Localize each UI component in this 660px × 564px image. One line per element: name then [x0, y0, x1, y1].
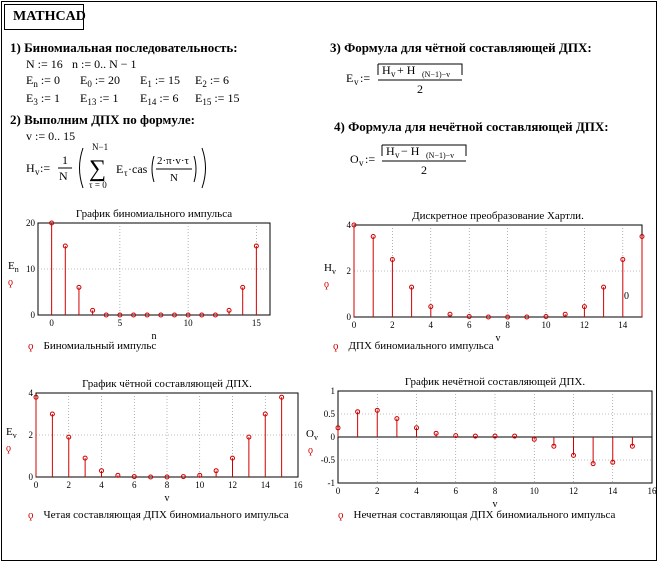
section4-heading[interactable]: 4) Формула для нечётной составляющей ДПХ:	[334, 119, 609, 134]
stem-marker-icon: ϙ	[333, 340, 339, 352]
x-tick-label: 14	[618, 320, 628, 330]
plot-area	[38, 223, 270, 315]
x-axis-label: v	[492, 499, 498, 510]
legend-even: ϙ Четая составляющая ДПХ биномиального импульса	[28, 509, 289, 521]
y-tick-label: 2	[346, 266, 351, 276]
stem-marker-icon: ϙ	[338, 509, 344, 521]
stem-mark	[214, 469, 218, 477]
y-marker-icon: ϙ	[324, 279, 329, 290]
x-tick-label: 12	[579, 320, 589, 330]
svg-text:(N−1)−v: (N−1)−v	[426, 151, 455, 160]
stem-mark	[34, 395, 38, 477]
stem-mark	[50, 412, 54, 477]
stem-mark	[227, 308, 231, 315]
svg-text::=: :=	[360, 71, 371, 85]
stem-mark	[280, 395, 284, 477]
x-tick-label: 10	[541, 320, 551, 330]
svg-text:τ = 0: τ = 0	[89, 180, 107, 190]
y-tick-label: 20	[26, 218, 35, 228]
y-tick-label: 0	[346, 312, 351, 322]
stem-mark	[77, 285, 81, 315]
svg-text:H: H	[386, 144, 395, 158]
y-axis-label: $O_v$	[306, 428, 318, 442]
svg-text:v: v	[391, 69, 396, 79]
stem-mark	[591, 437, 595, 466]
define-E14[interactable]: $E_{14}$ := 6	[140, 91, 179, 107]
even-formula-graphic	[346, 62, 496, 98]
y-tick-label: -0.5	[320, 455, 335, 465]
x-tick-label: 15	[251, 318, 261, 328]
x-tick-label: 4	[428, 320, 434, 330]
y-tick-label: 0	[30, 310, 35, 320]
app-title: MATHCAD	[4, 4, 84, 30]
x-tick-label: 16	[647, 486, 657, 496]
stem-mark	[254, 244, 258, 315]
x-tick-label: 8	[505, 320, 510, 330]
y-tick-label: 2	[28, 430, 33, 440]
x-axis-label: v	[495, 333, 501, 344]
svg-text:+ H: + H	[397, 63, 416, 77]
stem-mark	[410, 285, 414, 317]
stem-mark	[434, 431, 438, 437]
x-tick-label: 0	[33, 480, 39, 490]
define-E1[interactable]: $E_1$ := 15	[140, 73, 180, 89]
y-axis-label: $E_n$	[8, 260, 19, 274]
x-tick-label: 0	[351, 320, 357, 330]
x-tick-label: 6	[453, 486, 458, 496]
svg-text:v: v	[35, 167, 40, 177]
stem-mark	[390, 258, 394, 318]
y-marker-icon: ϙ	[308, 445, 313, 456]
sigma-icon: ∑	[89, 156, 107, 182]
svg-text:v: v	[395, 150, 400, 160]
x-axis-label: n	[151, 331, 157, 342]
chart-title: График нечётной составляющей ДПХ.	[404, 376, 586, 388]
even-component-chart[interactable]	[0, 373, 330, 523]
chart-title: График биномиального импульса	[75, 208, 233, 220]
y-axis-label-sub: v	[12, 431, 17, 440]
svg-text:1: 1	[62, 153, 68, 167]
hartley-transform-chart[interactable]	[324, 205, 660, 355]
y-marker-icon: ϙ	[8, 277, 13, 288]
x-tick-label: 10	[183, 318, 193, 328]
stem-mark	[50, 221, 54, 315]
svg-text:N−1: N−1	[92, 142, 109, 152]
x-tick-label: 2	[375, 486, 380, 496]
stem-mark	[552, 437, 556, 448]
stem-mark	[91, 308, 95, 315]
stem-mark	[532, 437, 536, 441]
y-axis-label: $E_v$	[6, 426, 17, 440]
odd-component-chart[interactable]	[306, 373, 660, 523]
svg-text::=: :=	[365, 152, 376, 166]
stem-mark	[640, 235, 644, 318]
stem-mark	[100, 469, 104, 477]
x-tick-label: 12	[228, 480, 237, 490]
y-tick-label: 0	[28, 472, 33, 482]
x-tick-label: 6	[132, 480, 137, 490]
x-tick-label: 6	[466, 320, 472, 330]
x-tick-label: 10	[195, 480, 205, 490]
stem-mark	[371, 235, 375, 318]
x-tick-label: 4	[99, 480, 104, 490]
svg-text:τ: τ	[124, 168, 128, 178]
y-axis-label-sub: v	[313, 433, 318, 442]
y-marker-icon: ϙ	[6, 443, 11, 454]
y-tick-label: 4	[346, 220, 351, 230]
x-tick-label: 0	[335, 486, 341, 496]
svg-text:v: v	[354, 77, 359, 87]
y-tick-label: 10	[26, 264, 35, 274]
x-tick-label: 2	[390, 320, 395, 330]
odd-formula-graphic	[350, 143, 500, 179]
stem-mark	[83, 456, 87, 477]
x-tick-label: 14	[260, 480, 270, 490]
stem-marker-icon: ϙ	[28, 340, 34, 352]
stem-mark	[241, 285, 245, 315]
svg-text:E: E	[346, 71, 354, 85]
x-tick-label: 8	[492, 486, 498, 496]
stem-mark	[263, 412, 267, 477]
x-tick-label: 2	[66, 480, 71, 490]
stem-mark	[563, 312, 567, 317]
svg-text:− H: − H	[401, 144, 420, 158]
svg-text::=: :=	[40, 161, 51, 175]
legend-odd: ϙ Нечетная составляющая ДПХ биномиального импульса	[338, 509, 616, 521]
y-axis-label: $H_v$	[324, 262, 336, 276]
x-tick-label: 14	[608, 486, 618, 496]
define-E3[interactable]: $E_3$ := 1	[26, 91, 60, 107]
stem-mark	[116, 473, 120, 477]
stem-mark	[448, 312, 452, 317]
stem-mark	[231, 456, 235, 477]
legend-binomial: ϙ Биномиальный импульс	[28, 340, 157, 352]
stem-mark	[375, 408, 379, 437]
svg-text:2: 2	[421, 163, 427, 177]
x-tick-label: 16	[293, 480, 303, 490]
svg-text:H: H	[26, 161, 35, 175]
define-N[interactable]: N := 16	[26, 57, 63, 71]
x-axis-label: v	[164, 493, 170, 504]
define-n-range[interactable]: n := 0.. N − 1	[72, 57, 137, 71]
x-tick-label: 0	[49, 318, 54, 328]
x-tick-label: 8	[164, 480, 170, 490]
stem-mark	[602, 285, 606, 317]
y-tick-label: 0.5	[323, 409, 335, 419]
svg-text:N: N	[59, 169, 68, 183]
dht-formula-graphic	[26, 142, 216, 194]
svg-text:2·π·v·τ: 2·π·v·τ	[157, 155, 189, 167]
y-axis-label-sub: n	[14, 265, 19, 274]
define-E2[interactable]: $E_2$ := 6	[195, 73, 229, 89]
y-axis-label-sub: v	[331, 267, 336, 276]
svg-text:H: H	[382, 63, 391, 77]
section3-heading[interactable]: 3) Формула для чётной составляющей ДПХ:	[330, 40, 592, 55]
stem-mark	[198, 473, 202, 477]
define-E13[interactable]: $E_{13}$ := 1	[80, 91, 119, 107]
svg-text:E: E	[116, 162, 124, 176]
define-E0[interactable]: $E_0$ := 20	[80, 73, 120, 89]
section2-heading[interactable]: 2) Выполним ДПХ по формуле:	[10, 112, 195, 127]
svg-text:O: O	[350, 152, 359, 166]
stem-mark	[572, 437, 576, 457]
svg-text:(N−1)−v: (N−1)−v	[422, 70, 451, 79]
x-tick-label: 10	[529, 486, 539, 496]
x-tick-label: 12	[569, 486, 578, 496]
x-tick-label: 5	[117, 318, 123, 328]
svg-text:2: 2	[417, 82, 423, 96]
stem-mark	[621, 258, 625, 318]
stem-mark	[630, 437, 634, 448]
stem-marker-icon: ϙ	[28, 509, 34, 521]
y-tick-label: 0	[330, 432, 335, 442]
stem-mark	[352, 223, 356, 317]
legend-hartley: ϙ ДПХ биномиального импульса	[333, 340, 494, 352]
svg-text:·cas: ·cas	[128, 162, 148, 176]
stem-mark	[247, 435, 251, 477]
define-v-range[interactable]: v := 0.. 15	[26, 129, 76, 143]
svg-text:v: v	[359, 158, 364, 168]
chart-title: Дискретное преобразование Хартли.	[412, 210, 584, 222]
stem-mark	[67, 435, 71, 477]
y-tick-label: 1	[330, 386, 335, 396]
chart-annotation: 0	[624, 291, 629, 302]
binomial-impulse-chart[interactable]	[0, 205, 330, 355]
section1-heading[interactable]: 1) Биномиальная последовательность:	[10, 40, 238, 55]
chart-title: График чётной составляющей ДПХ.	[82, 378, 252, 390]
stem-mark	[395, 417, 399, 437]
define-En[interactable]: $E_n$ := 0	[26, 73, 60, 89]
define-E15[interactable]: $E_{15}$ := 15	[195, 91, 240, 107]
x-tick-label: 4	[414, 486, 419, 496]
y-tick-label: -1	[327, 478, 335, 488]
svg-text:N: N	[170, 172, 178, 184]
y-tick-label: 4	[28, 388, 33, 398]
stem-mark	[63, 244, 67, 315]
